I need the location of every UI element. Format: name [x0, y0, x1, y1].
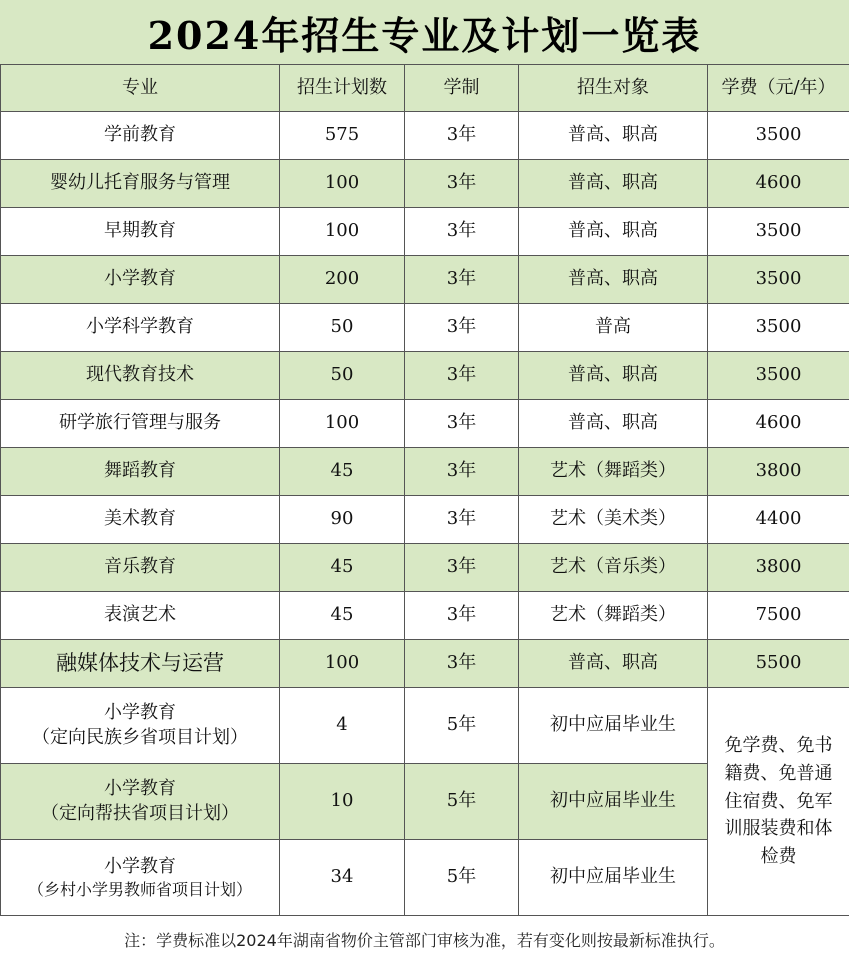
fee-cell: 3500 [708, 208, 849, 256]
years-cell: 3年 [405, 496, 519, 544]
page-title: 2024年招生专业及计划一览表 [0, 0, 849, 65]
years-cell: 3年 [405, 160, 519, 208]
plan-cell: 45 [280, 544, 405, 592]
table-row [1, 592, 849, 640]
plan-cell: 34 [280, 840, 405, 916]
years-cell: 5年 [405, 764, 519, 840]
target-cell: 初中应届毕业生 [519, 688, 708, 764]
fee-cell: 3500 [708, 352, 849, 400]
table-row [1, 208, 849, 256]
plan-cell: 10 [280, 764, 405, 840]
years-cell: 3年 [405, 640, 519, 688]
major-cell [1, 764, 280, 840]
target-cell: 初中应届毕业生 [519, 764, 708, 840]
plan-cell: 45 [280, 448, 405, 496]
major-cell: 小学教育 [1, 256, 280, 304]
fee-cell: 3500 [708, 304, 849, 352]
fee-cell: 4600 [708, 160, 849, 208]
fee-cell: 3800 [708, 544, 849, 592]
plan-cell: 45 [280, 592, 405, 640]
target-cell: 艺术（舞蹈类） [519, 448, 708, 496]
table-row [1, 160, 849, 208]
target-cell: 普高、职高 [519, 640, 708, 688]
plan-cell: 100 [280, 640, 405, 688]
target-cell: 普高、职高 [519, 112, 708, 160]
years-cell: 3年 [405, 448, 519, 496]
major-cell: 现代教育技术 [1, 352, 280, 400]
table-header-row [1, 65, 849, 112]
fee-cell: 4400 [708, 496, 849, 544]
table-row [1, 496, 849, 544]
fee-waiver-line: 籍费、免普通 [724, 762, 833, 784]
plan-cell: 200 [280, 256, 405, 304]
fee-cell: 3500 [708, 256, 849, 304]
major-cell: 小学科学教育 [1, 304, 280, 352]
fee-cell: 3500 [708, 112, 849, 160]
plan-cell: 4 [280, 688, 405, 764]
years-cell: 3年 [405, 400, 519, 448]
fee-waiver-line: 训服装费和体 [724, 818, 833, 840]
target-cell: 普高、职高 [519, 256, 708, 304]
major-cell: 研学旅行管理与服务 [1, 400, 280, 448]
years-cell: 3年 [405, 352, 519, 400]
fee-waiver-cell [708, 688, 849, 916]
plan-cell: 50 [280, 304, 405, 352]
major-cell: 美术教育 [1, 496, 280, 544]
header-fee: 学费（元/年） [708, 65, 849, 112]
table-row [1, 448, 849, 496]
table-row [1, 400, 849, 448]
major-plan-type: （定向民族乡省项目计划） [32, 726, 248, 748]
enrollment-table [0, 64, 849, 916]
fee-cell: 3800 [708, 448, 849, 496]
target-cell: 普高、职高 [519, 160, 708, 208]
major-cell: 早期教育 [1, 208, 280, 256]
table-row [1, 256, 849, 304]
header-major: 专业 [1, 65, 280, 112]
target-cell: 普高、职高 [519, 352, 708, 400]
years-cell: 3年 [405, 592, 519, 640]
footnote: 注：学费标准以2024年湖南省物价主管部门审核为准，若有变化则按最新标准执行。 [124, 930, 725, 950]
fee-waiver-line: 检费 [760, 846, 797, 868]
target-cell: 初中应届毕业生 [519, 840, 708, 916]
plan-cell: 575 [280, 112, 405, 160]
plan-cell: 90 [280, 496, 405, 544]
table-row [1, 304, 849, 352]
years-cell: 5年 [405, 840, 519, 916]
major-cell: 音乐教育 [1, 544, 280, 592]
fee-cell: 4600 [708, 400, 849, 448]
table-row [1, 352, 849, 400]
target-cell: 普高、职高 [519, 208, 708, 256]
target-cell: 艺术（美术类） [519, 496, 708, 544]
years-cell: 5年 [405, 688, 519, 764]
major-cell: 表演艺术 [1, 592, 280, 640]
major-cell: 舞蹈教育 [1, 448, 280, 496]
major-name: 小学教育 [104, 855, 176, 877]
table-row [1, 640, 849, 688]
major-plan-type: （乡村小学男教师省项目计划） [27, 879, 252, 899]
major-cell [1, 840, 280, 916]
target-cell: 艺术（舞蹈类） [519, 592, 708, 640]
fee-waiver-line: 住宿费、免军 [724, 790, 833, 812]
years-cell: 3年 [405, 256, 519, 304]
header-years: 学制 [405, 65, 519, 112]
plan-cell: 100 [280, 208, 405, 256]
header-target: 招生对象 [519, 65, 708, 112]
plan-cell: 100 [280, 400, 405, 448]
target-cell: 艺术（音乐类） [519, 544, 708, 592]
years-cell: 3年 [405, 304, 519, 352]
years-cell: 3年 [405, 544, 519, 592]
years-cell: 3年 [405, 112, 519, 160]
major-cell [1, 688, 280, 764]
header-plan: 招生计划数 [280, 65, 405, 112]
years-cell: 3年 [405, 208, 519, 256]
major-name: 小学教育 [104, 778, 176, 800]
fee-waiver-line: 免学费、免书 [724, 734, 833, 756]
plan-cell: 100 [280, 160, 405, 208]
target-cell: 普高、职高 [519, 400, 708, 448]
table-row [1, 544, 849, 592]
major-cell: 学前教育 [1, 112, 280, 160]
table-row [1, 112, 849, 160]
fee-cell: 5500 [708, 640, 849, 688]
major-name: 小学教育 [104, 702, 176, 724]
fee-cell: 7500 [708, 592, 849, 640]
major-cell: 融媒体技术与运营 [1, 640, 280, 688]
table-row [1, 688, 849, 764]
major-plan-type: （定向帮扶省项目计划） [41, 802, 239, 824]
major-cell: 婴幼儿托育服务与管理 [1, 160, 280, 208]
target-cell: 普高 [519, 304, 708, 352]
plan-cell: 50 [280, 352, 405, 400]
